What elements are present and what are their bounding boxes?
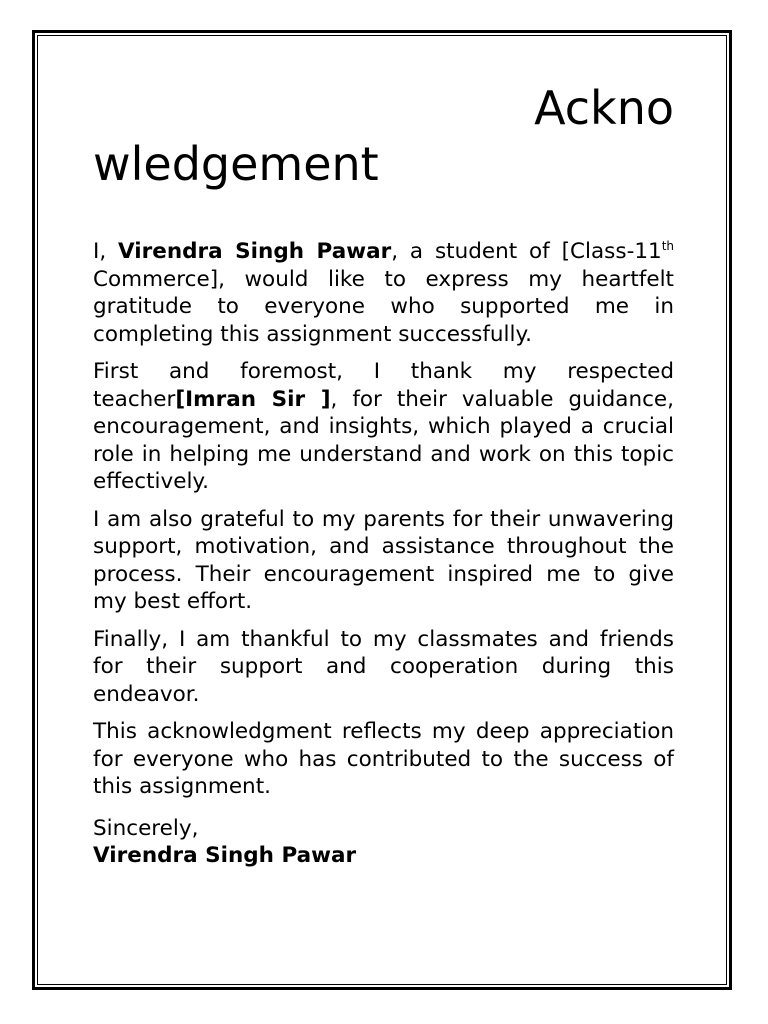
teacher-rest-text: , for their valuable guidance, encouragement, and insights, which played a crucial role in helping me understand and work on this topic effectively.	[93, 386, 674, 494]
title-line-2: wledgement	[93, 137, 379, 191]
closing-block	[93, 815, 674, 870]
signature-text: Virendra Singh Pawar	[93, 843, 357, 868]
student-name: Virendra Singh Pawar	[118, 239, 392, 264]
acknowledgement-body	[93, 238, 674, 801]
salutation: Sincerely,	[93, 815, 199, 841]
ordinal-suffix: th	[661, 239, 674, 253]
paragraph-intro	[93, 238, 674, 348]
paragraph-teacher	[93, 358, 674, 496]
paragraph-parents: I am also grateful to my parents for their unwavering support, motivation, and assistance throughout the process. Their encouragement inspired me to give my best effort.	[93, 506, 674, 614]
paragraph-reflection: This acknowledgment reflects my deep appreciation for everyone who has contributed to the success of this assignment.	[93, 719, 674, 799]
intro-rest-text: Commerce], would like to express my heartfelt gratitude to everyone who supported me in completing this assignment successfully.	[93, 266, 674, 347]
page-title	[93, 80, 674, 192]
document-page	[93, 80, 674, 870]
paragraph-classmates: Finally, I am thankful to my classmates and friends for their support and cooperation during this endeavor.	[93, 626, 674, 707]
teacher-name: [Imran Sir ]	[175, 386, 331, 412]
class-text: , a student of [Class-11	[391, 239, 662, 264]
title-line-1: Ackno	[534, 81, 674, 135]
teacher-lead-text: First and foremost, I thank my respected teacher	[93, 359, 674, 412]
intro-text: I,	[93, 239, 119, 264]
signature-name	[93, 842, 674, 870]
